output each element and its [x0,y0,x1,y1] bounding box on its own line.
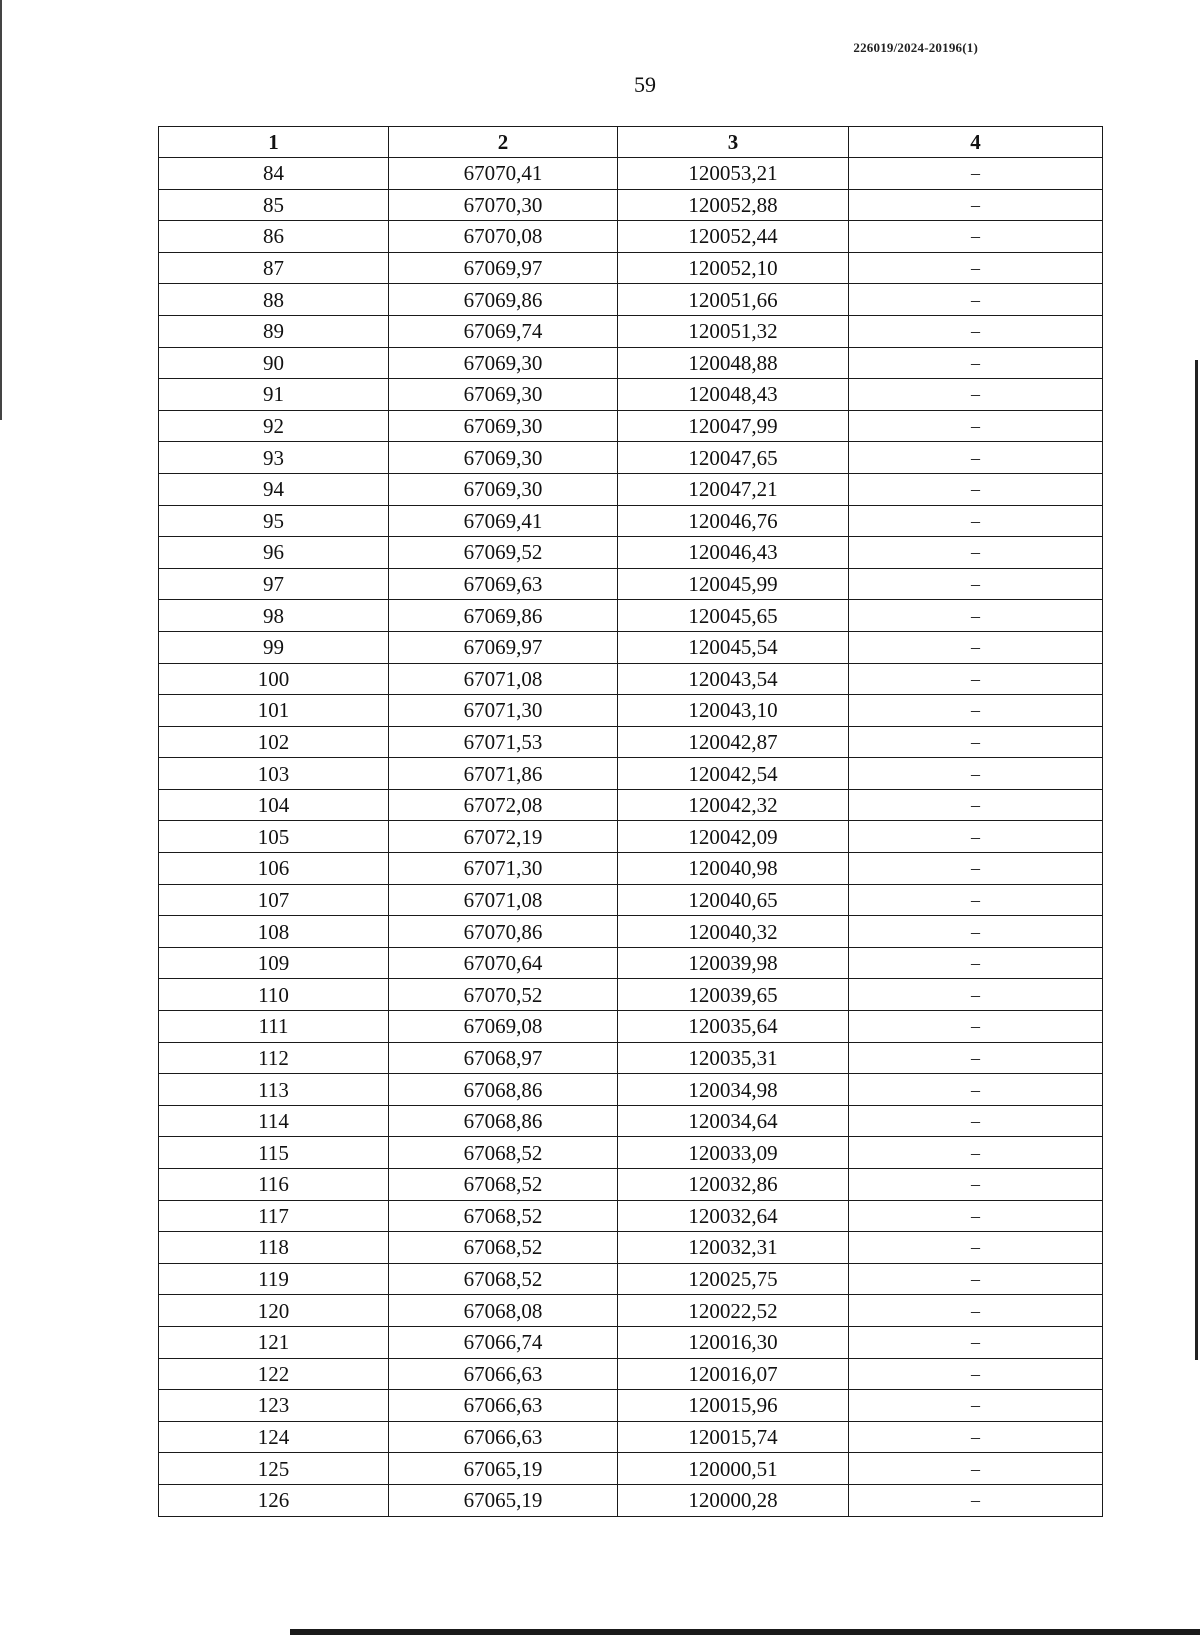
table-row [159,158,1103,190]
table-row [159,221,1103,253]
note-cell: – [849,1484,1103,1516]
x-coordinate-cell: 67071,30 [389,853,618,885]
column-header-2: 2 [389,127,618,158]
table-row [159,1011,1103,1043]
y-coordinate-cell: 120043,54 [618,663,849,695]
table-row [159,1326,1103,1358]
table-row [159,568,1103,600]
y-coordinate-cell: 120033,09 [618,1137,849,1169]
note-cell: – [849,916,1103,948]
table-row [159,410,1103,442]
y-coordinate-cell: 120040,32 [618,916,849,948]
y-coordinate-cell: 120016,07 [618,1358,849,1390]
table-row [159,505,1103,537]
point-number-cell: 106 [159,853,389,885]
y-coordinate-cell: 120045,54 [618,631,849,663]
y-coordinate-cell: 120040,65 [618,884,849,916]
note-cell: – [849,568,1103,600]
table-row [159,537,1103,569]
point-number-cell: 110 [159,979,389,1011]
y-coordinate-cell: 120051,66 [618,284,849,316]
table-row [159,1358,1103,1390]
x-coordinate-cell: 67071,08 [389,884,618,916]
table-row [159,916,1103,948]
x-coordinate-cell: 67072,19 [389,821,618,853]
note-cell: – [849,1263,1103,1295]
point-number-cell: 89 [159,315,389,347]
point-number-cell: 104 [159,789,389,821]
x-coordinate-cell: 67068,97 [389,1042,618,1074]
column-header-3: 3 [618,127,849,158]
y-coordinate-cell: 120000,28 [618,1484,849,1516]
y-coordinate-cell: 120015,96 [618,1390,849,1422]
y-coordinate-cell: 120025,75 [618,1263,849,1295]
y-coordinate-cell: 120032,31 [618,1232,849,1264]
x-coordinate-cell: 67070,64 [389,947,618,979]
y-coordinate-cell: 120043,10 [618,695,849,727]
x-coordinate-cell: 67068,52 [389,1169,618,1201]
x-coordinate-cell: 67069,30 [389,379,618,411]
note-cell: – [849,1137,1103,1169]
table-body [159,158,1103,1517]
note-cell: – [849,1326,1103,1358]
note-cell: – [849,252,1103,284]
y-coordinate-cell: 120046,76 [618,505,849,537]
note-cell: – [849,853,1103,885]
table-row [159,379,1103,411]
table-row [159,979,1103,1011]
x-coordinate-cell: 67069,74 [389,315,618,347]
y-coordinate-cell: 120015,74 [618,1421,849,1453]
y-coordinate-cell: 120034,64 [618,1105,849,1137]
note-cell: – [849,1390,1103,1422]
table-row [159,821,1103,853]
x-coordinate-cell: 67070,86 [389,916,618,948]
note-cell: – [849,379,1103,411]
y-coordinate-cell: 120045,99 [618,568,849,600]
y-coordinate-cell: 120032,64 [618,1200,849,1232]
point-number-cell: 112 [159,1042,389,1074]
table-row [159,1484,1103,1516]
note-cell: – [849,631,1103,663]
y-coordinate-cell: 120035,31 [618,1042,849,1074]
point-number-cell: 99 [159,631,389,663]
table-row [159,1105,1103,1137]
note-cell: – [849,1169,1103,1201]
table-row [159,789,1103,821]
point-number-cell: 92 [159,410,389,442]
x-coordinate-cell: 67071,30 [389,695,618,727]
note-cell: – [849,947,1103,979]
x-coordinate-cell: 67065,19 [389,1484,618,1516]
table-row [159,695,1103,727]
x-coordinate-cell: 67072,08 [389,789,618,821]
scan-bottom-bar [290,1629,1200,1635]
note-cell: – [849,473,1103,505]
y-coordinate-cell: 120048,43 [618,379,849,411]
x-coordinate-cell: 67069,63 [389,568,618,600]
y-coordinate-cell: 120032,86 [618,1169,849,1201]
x-coordinate-cell: 67068,52 [389,1200,618,1232]
point-number-cell: 120 [159,1295,389,1327]
point-number-cell: 88 [159,284,389,316]
point-number-cell: 124 [159,1421,389,1453]
table-row [159,347,1103,379]
x-coordinate-cell: 67069,86 [389,284,618,316]
table-row [159,315,1103,347]
x-coordinate-cell: 67069,30 [389,347,618,379]
point-number-cell: 103 [159,758,389,790]
table-header-row [159,127,1103,158]
table-row [159,1137,1103,1169]
y-coordinate-cell: 120039,65 [618,979,849,1011]
y-coordinate-cell: 120039,98 [618,947,849,979]
note-cell: – [849,1105,1103,1137]
note-cell: – [849,1200,1103,1232]
point-number-cell: 85 [159,189,389,221]
point-number-cell: 86 [159,221,389,253]
x-coordinate-cell: 67070,30 [389,189,618,221]
y-coordinate-cell: 120053,21 [618,158,849,190]
x-coordinate-cell: 67069,97 [389,631,618,663]
note-cell: – [849,884,1103,916]
point-number-cell: 122 [159,1358,389,1390]
x-coordinate-cell: 67069,41 [389,505,618,537]
table-row [159,252,1103,284]
note-cell: – [849,1358,1103,1390]
y-coordinate-cell: 120034,98 [618,1074,849,1106]
note-cell: – [849,758,1103,790]
y-coordinate-cell: 120000,51 [618,1453,849,1485]
point-number-cell: 111 [159,1011,389,1043]
note-cell: – [849,1042,1103,1074]
x-coordinate-cell: 67070,52 [389,979,618,1011]
note-cell: – [849,347,1103,379]
point-number-cell: 91 [159,379,389,411]
table-row [159,631,1103,663]
point-number-cell: 109 [159,947,389,979]
point-number-cell: 119 [159,1263,389,1295]
table-row [159,1200,1103,1232]
point-number-cell: 115 [159,1137,389,1169]
y-coordinate-cell: 120042,87 [618,726,849,758]
y-coordinate-cell: 120040,98 [618,853,849,885]
note-cell: – [849,695,1103,727]
x-coordinate-cell: 67068,52 [389,1263,618,1295]
table-row [159,1232,1103,1264]
x-coordinate-cell: 67071,08 [389,663,618,695]
note-cell: – [849,1074,1103,1106]
x-coordinate-cell: 67066,74 [389,1326,618,1358]
x-coordinate-cell: 67068,52 [389,1137,618,1169]
note-cell: – [849,663,1103,695]
x-coordinate-cell: 67071,53 [389,726,618,758]
note-cell: – [849,1453,1103,1485]
point-number-cell: 125 [159,1453,389,1485]
point-number-cell: 84 [159,158,389,190]
x-coordinate-cell: 67069,86 [389,600,618,632]
y-coordinate-cell: 120045,65 [618,600,849,632]
y-coordinate-cell: 120042,54 [618,758,849,790]
point-number-cell: 114 [159,1105,389,1137]
column-header-4: 4 [849,127,1103,158]
x-coordinate-cell: 67069,97 [389,252,618,284]
point-number-cell: 102 [159,726,389,758]
point-number-cell: 105 [159,821,389,853]
table-row [159,1042,1103,1074]
note-cell: – [849,1421,1103,1453]
point-number-cell: 94 [159,473,389,505]
y-coordinate-cell: 120035,64 [618,1011,849,1043]
point-number-cell: 123 [159,1390,389,1422]
table-row [159,947,1103,979]
x-coordinate-cell: 67069,30 [389,473,618,505]
y-coordinate-cell: 120022,52 [618,1295,849,1327]
note-cell: – [849,821,1103,853]
column-header-1: 1 [159,127,389,158]
table-row [159,473,1103,505]
note-cell: – [849,189,1103,221]
table-row [159,284,1103,316]
scan-edge-mark-right [1195,360,1198,1360]
point-number-cell: 87 [159,252,389,284]
y-coordinate-cell: 120042,32 [618,789,849,821]
table-row [159,1263,1103,1295]
point-number-cell: 101 [159,695,389,727]
point-number-cell: 113 [159,1074,389,1106]
note-cell: – [849,505,1103,537]
table-row [159,1421,1103,1453]
note-cell: – [849,1295,1103,1327]
y-coordinate-cell: 120048,88 [618,347,849,379]
note-cell: – [849,442,1103,474]
scan-edge-mark-left [0,0,2,420]
y-coordinate-cell: 120042,09 [618,821,849,853]
y-coordinate-cell: 120016,30 [618,1326,849,1358]
y-coordinate-cell: 120047,65 [618,442,849,474]
table-row [159,1295,1103,1327]
note-cell: – [849,410,1103,442]
table-row [159,853,1103,885]
point-number-cell: 108 [159,916,389,948]
page-number: 59 [634,72,656,97]
x-coordinate-cell: 67066,63 [389,1390,618,1422]
note-cell: – [849,1011,1103,1043]
table-row [159,600,1103,632]
point-number-cell: 98 [159,600,389,632]
y-coordinate-cell: 120052,44 [618,221,849,253]
point-number-cell: 95 [159,505,389,537]
note-cell: – [849,158,1103,190]
note-cell: – [849,537,1103,569]
x-coordinate-cell: 67071,86 [389,758,618,790]
x-coordinate-cell: 67069,30 [389,442,618,474]
y-coordinate-cell: 120047,21 [618,473,849,505]
table-row [159,189,1103,221]
x-coordinate-cell: 67066,63 [389,1358,618,1390]
x-coordinate-cell: 67070,41 [389,158,618,190]
point-number-cell: 121 [159,1326,389,1358]
table-row [159,726,1103,758]
note-cell: – [849,284,1103,316]
x-coordinate-cell: 67068,86 [389,1074,618,1106]
point-number-cell: 107 [159,884,389,916]
x-coordinate-cell: 67069,30 [389,410,618,442]
table-row [159,442,1103,474]
x-coordinate-cell: 67069,52 [389,537,618,569]
point-number-cell: 117 [159,1200,389,1232]
note-cell: – [849,726,1103,758]
x-coordinate-cell: 67070,08 [389,221,618,253]
x-coordinate-cell: 67069,08 [389,1011,618,1043]
point-number-cell: 118 [159,1232,389,1264]
note-cell: – [849,979,1103,1011]
x-coordinate-cell: 67068,86 [389,1105,618,1137]
document-id: 226019/2024-20196(1) [853,40,978,55]
note-cell: – [849,600,1103,632]
point-number-cell: 96 [159,537,389,569]
table-row [159,1074,1103,1106]
y-coordinate-cell: 120052,88 [618,189,849,221]
note-cell: – [849,315,1103,347]
table-row [159,884,1103,916]
point-number-cell: 116 [159,1169,389,1201]
note-cell: – [849,789,1103,821]
coordinates-table [158,126,1103,1517]
table-row [159,1169,1103,1201]
table-row [159,1390,1103,1422]
y-coordinate-cell: 120051,32 [618,315,849,347]
x-coordinate-cell: 67068,52 [389,1232,618,1264]
note-cell: – [849,221,1103,253]
point-number-cell: 90 [159,347,389,379]
point-number-cell: 126 [159,1484,389,1516]
x-coordinate-cell: 67065,19 [389,1453,618,1485]
x-coordinate-cell: 67068,08 [389,1295,618,1327]
y-coordinate-cell: 120046,43 [618,537,849,569]
point-number-cell: 93 [159,442,389,474]
y-coordinate-cell: 120047,99 [618,410,849,442]
table-row [159,758,1103,790]
point-number-cell: 97 [159,568,389,600]
point-number-cell: 100 [159,663,389,695]
table-row [159,663,1103,695]
table-row [159,1453,1103,1485]
note-cell: – [849,1232,1103,1264]
x-coordinate-cell: 67066,63 [389,1421,618,1453]
y-coordinate-cell: 120052,10 [618,252,849,284]
